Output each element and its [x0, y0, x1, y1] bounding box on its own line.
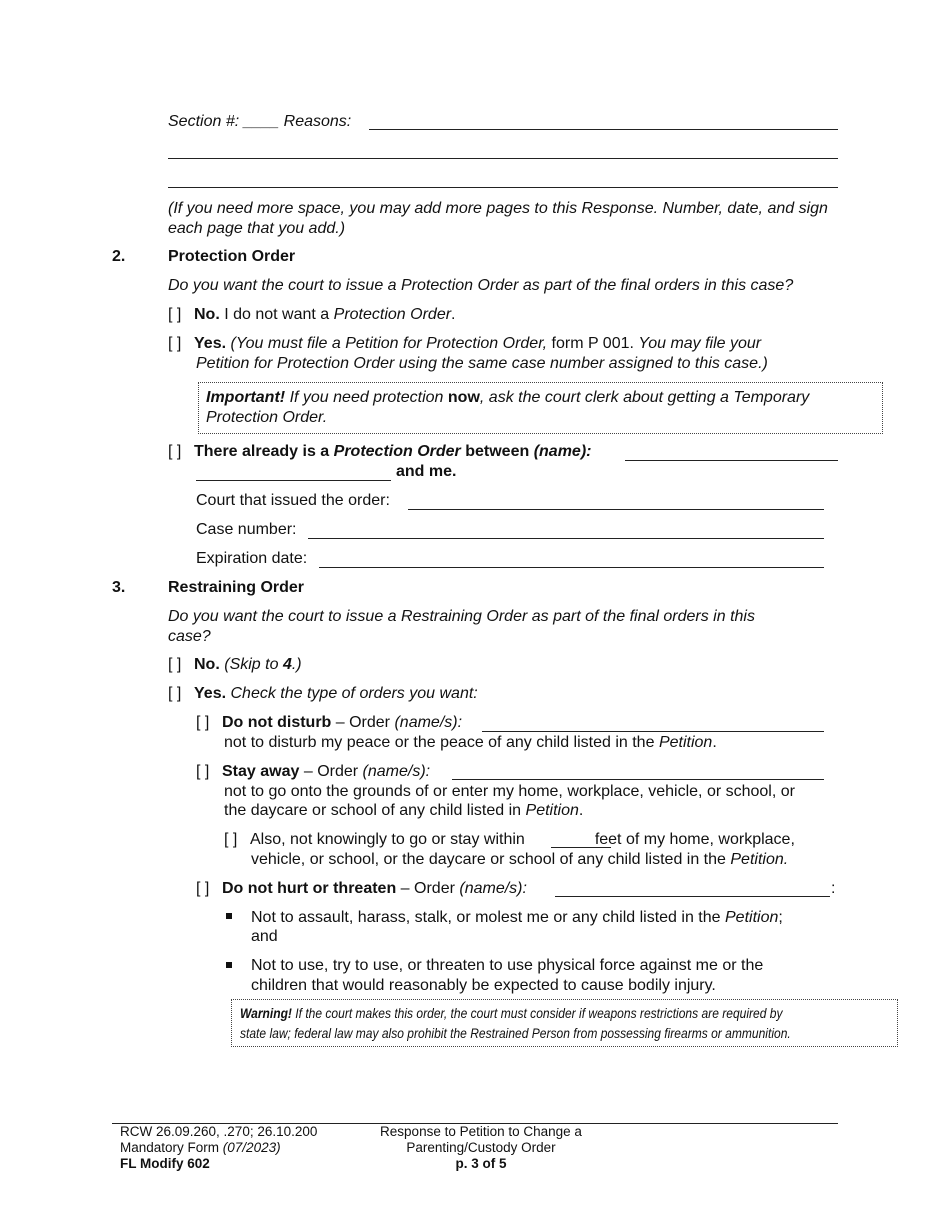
do-not-hurt-checkbox[interactable]: [ ] [196, 880, 210, 897]
stay-away-line2: not to go onto the grounds of or enter my home, workplace, vehicle, or school, or [224, 783, 795, 800]
do-not-hurt-name-line[interactable] [555, 896, 830, 897]
court-issued-line[interactable] [408, 509, 824, 510]
bullet-1-line1: Not to assault, harass, stalk, or molest me or any child listed in the Petition; [251, 909, 783, 926]
footer-page-number: p. 3 of 5 [455, 1156, 507, 1171]
case-number-line[interactable] [308, 538, 824, 539]
section-number-label: Section #: ____ Reasons: [168, 113, 352, 130]
also-checkbox[interactable]: [ ] [224, 831, 238, 848]
warning-line2: state law; federal law may also prohibit the Restrained Person from possessing firearms or ammunition. [240, 1025, 791, 1041]
section-3-number: 3. [112, 579, 126, 596]
warning-line1: Warning! If the court makes this order, the court must consider if weapons restrictions are required by [240, 1005, 783, 1021]
footer-title-2: Parenting/Custody Order [406, 1140, 556, 1155]
s2-no-checkbox[interactable]: [ ] [168, 306, 182, 323]
do-not-disturb-line2: not to disturb my peace or the peace of any child listed in the Petition. [224, 734, 717, 751]
footer-mandatory: Mandatory Form (07/2023) [120, 1140, 281, 1155]
reasons-line-2[interactable] [168, 158, 838, 159]
case-number-label: Case number: [196, 521, 297, 538]
existing-name-line[interactable] [625, 460, 838, 461]
also-line2: vehicle, or school, or the daycare or school of any child listed in the Petition. [251, 851, 789, 868]
do-not-hurt-option: [ ] Do not hurt or threaten – Order (name/s): [196, 880, 527, 897]
section-3-question-2: case? [168, 628, 211, 645]
section-2-question: Do you want the court to issue a Protection Order as part of the final orders in this case? [168, 277, 794, 294]
s3-yes-option: [ ] Yes. Check the type of orders you want: [168, 685, 478, 702]
reasons-line-1[interactable] [369, 129, 838, 130]
s2-existing-checkbox[interactable]: [ ] [168, 443, 182, 460]
footer-form-id: FL Modify 602 [120, 1156, 210, 1171]
expiration-label: Expiration date: [196, 550, 308, 567]
stay-away-name-line[interactable] [452, 779, 824, 780]
stay-away-checkbox[interactable]: [ ] [196, 763, 210, 780]
reasons-line-3[interactable] [168, 187, 838, 188]
footer-title-1: Response to Petition to Change a [380, 1124, 582, 1139]
feet-distance-line[interactable] [551, 847, 611, 848]
section-3-question-1: Do you want the court to issue a Restraining Order as part of the final orders in this [168, 608, 755, 625]
bullet-icon [226, 962, 232, 968]
more-space-note: (If you need more space, you may add more pages to this Response. Number, date, and sign each page that you add.) [168, 200, 828, 237]
bullet-2-line1: Not to use, try to use, or threaten to use physical force against me or the [251, 957, 764, 974]
s2-yes-option: [ ] Yes. (You must file a Petition for Protection Order, form P 001. You may file your [168, 335, 762, 352]
stay-away-option: [ ] Stay away – Order (name/s): [196, 763, 431, 780]
s3-no-option: [ ] No. (Skip to 4.) [168, 656, 302, 673]
existing-name-line-2[interactable] [196, 480, 391, 481]
expiration-line[interactable] [319, 567, 824, 568]
s2-yes-line2: Petition for Protection Order using the same case number assigned to this case.) [196, 355, 768, 372]
s2-existing-option: [ ] There already is a Protection Order between (name): [168, 443, 592, 460]
important-line1: Important! If you need protection now, ask the court clerk about getting a Temporary [206, 389, 810, 406]
do-not-disturb-name-line[interactable] [482, 731, 824, 732]
and-me-label: and me. [396, 463, 457, 480]
section-2-number: 2. [112, 248, 126, 265]
also-option: [ ] Also, not knowingly to go or stay within feet of my home, workplace, [224, 831, 795, 848]
court-issued-label: Court that issued the order: [196, 492, 390, 509]
s2-no-option: [ ] No. I do not want a Protection Order. [168, 306, 456, 323]
section-3-title: Restraining Order [168, 579, 305, 596]
stay-away-line3: the daycare or school of any child listed in Petition. [224, 802, 584, 819]
section-2-title: Protection Order [168, 248, 296, 265]
important-line2: Protection Order. [206, 409, 328, 426]
bullet-1-line2: and [251, 928, 278, 945]
footer-rcw: RCW 26.09.260, .270; 26.10.200 [120, 1124, 318, 1139]
do-not-hurt-colon: : [831, 880, 836, 897]
do-not-disturb-checkbox[interactable]: [ ] [196, 714, 210, 731]
bullet-icon [226, 913, 232, 919]
s3-no-checkbox[interactable]: [ ] [168, 656, 182, 673]
s3-yes-checkbox[interactable]: [ ] [168, 685, 182, 702]
bullet-2-line2: children that would reasonably be expected to cause bodily injury. [251, 977, 716, 994]
s2-yes-checkbox[interactable]: [ ] [168, 335, 182, 352]
do-not-disturb-option: [ ] Do not disturb – Order (name/s): [196, 714, 463, 731]
